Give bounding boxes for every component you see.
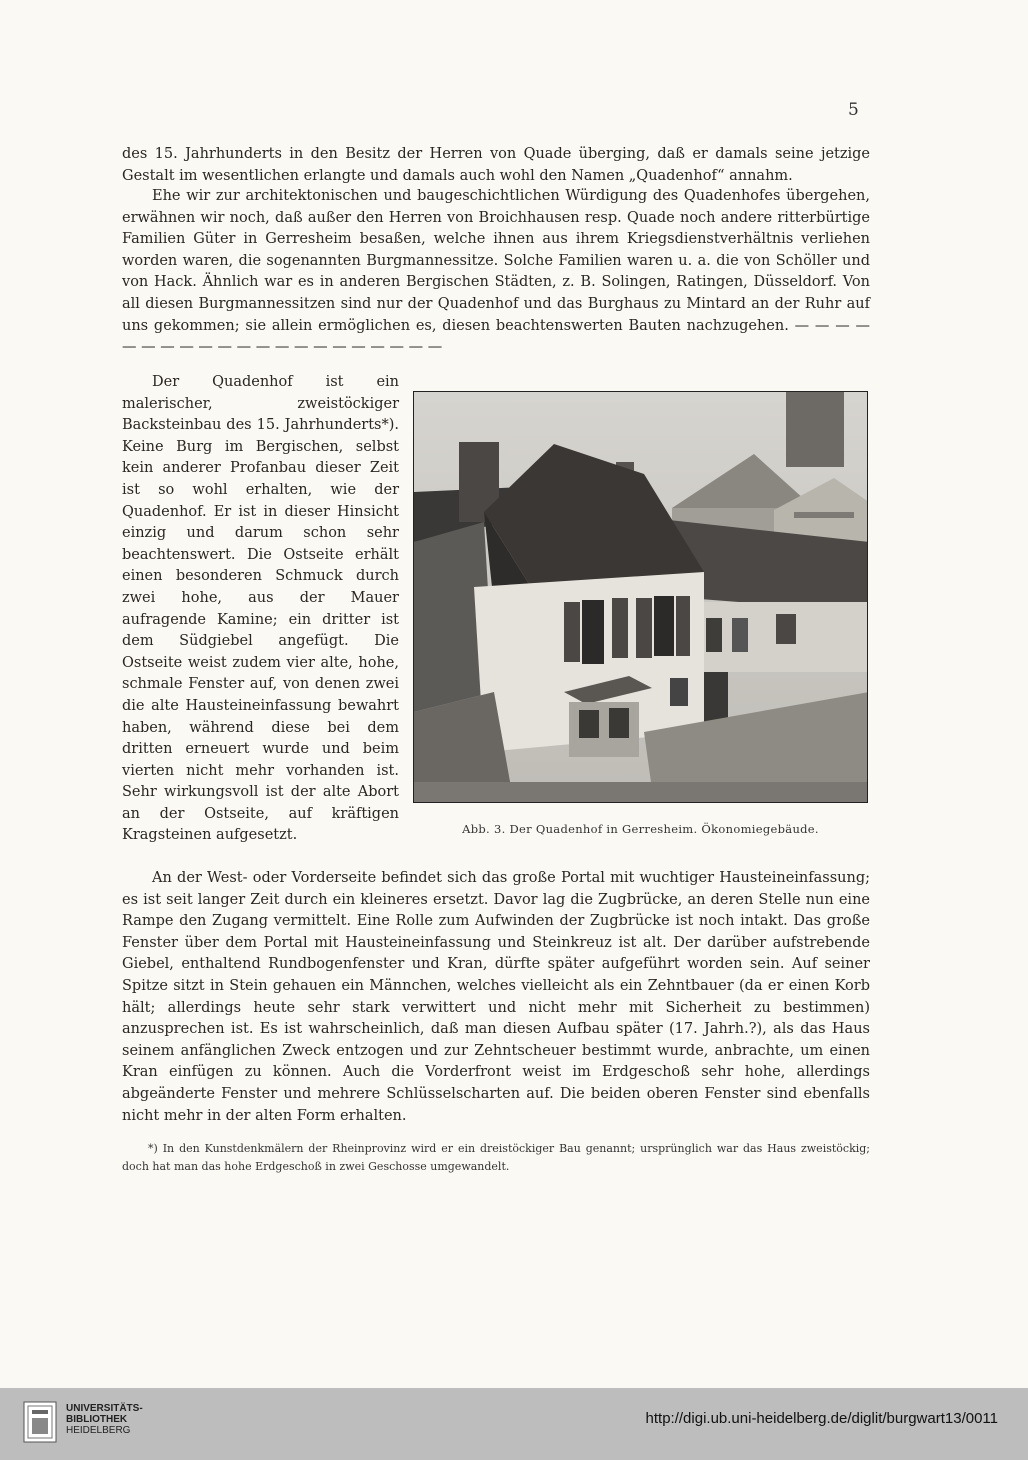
photo-illustration xyxy=(414,392,868,803)
paragraph-intro xyxy=(122,144,870,187)
paragraph-text: des 15. Jahrhunderts in den Besitz der Herren von Quade überging, daß er damals seine jetzige Gestalt im wesentlichen erlangte und damals auch wohl den Namen „Quadenhof“ annahm. xyxy=(122,146,870,184)
paragraph-quadenhof-description xyxy=(122,372,399,847)
library-logo-icon xyxy=(22,1400,58,1444)
paragraph-text: Ehe wir zur architektonischen und baugeschichtlichen Würdigung des Quadenhofes übergehen, erwähnen wir noch, daß außer den Herren von Broichhausen resp. Quade noch andere ritterbürtige Familien Güter in Gerresheim besaßen, welche ihnen aus ihrem Kriegsdienstverhältnis verliehen worden waren, die sogenannten Burgmannessitze. Solche Familien waren u. a. die von Schöller und von Hack. Ähnlich war es in anderen Bergischen Städten, z. B. Solingen, Ratingen, Düsseldorf. Von all diesen Burgmannessitzen sind nur der Quadenhof und das Burghaus zu Mintard an der Ruhr auf uns gekommen; sie allein ermöglichen es, diesen beachtenswerten Bauten nachzugehen. — — — — — — — — — — — — — — — — — — — — — xyxy=(122,188,870,356)
page-number: 5 xyxy=(848,100,859,120)
paragraph-text: Der Quadenhof ist ein malerischer, zweistöckiger Backsteinbau des 15. Jahrhunderts*). Keine Burg im Bergischen, selbst kein anderer Profanbau dieser Zeit ist so wohl erhalten, wie der Quadenhof. Er ist in dieser Hinsicht einzig und darum schon sehr beachtenswert. Die Ostseite erhält einen besonderen Schmuck durch zwei hohe, aus der Mauer aufragende Kamine; ein dritter ist dem Südgiebel angefügt. Die Ostseite weist zudem vier alte, hohe, schmale Fenster auf, von denen zwei die alte Hausteineinfassung bewahrt haben, während diese bei dem dritten erneuert wurde und beim vierten nicht mehr vorhanden ist. Sehr wirkungsvoll ist der alte Abort an der Ostseite, auf kräftigen Kragsteinen aufgesetzt. xyxy=(122,374,399,844)
paragraph-burgmannessitze xyxy=(122,186,870,359)
paragraph-west-side xyxy=(122,868,870,1127)
quadenhof-photograph xyxy=(413,391,868,803)
paragraph-text: An der West- oder Vorderseite befindet sich das große Portal mit wuchtiger Hausteineinfassung; es ist seit langer Zeit durch ein kleineres ersetzt. Davor lag die Zugbrücke, an deren Stelle nun eine Rampe den Zugang vermittelt. Eine Rolle zum Aufwinden der Zugbrücke ist noch intakt. Das große Fenster über dem Portal mit Hausteineinfassung und Steinkreuz ist alt. Der darüber aufstrebende Giebel, enthaltend Rundbogenfenster und Kran, dürfte später aufgeführt worden sein. Auf seiner Spitze sitzt in Stein gehauen ein Männchen, welches vielleicht als ein Zehntbauer (da er einen Korb hält; allerdings heute sehr stark verwittert und nicht mehr mit Sicherheit zu bestimmen) anzusprechen ist. Es ist wahrscheinlich, daß man diesen Aufbau später (17. Jahrh.?), als das Haus seinem anfänglichen Zweck entzogen und zur Zehntscheuer bestimmt wurde, anbrachte, um einen Kran einfügen zu können. Auch die Vorderfront weist im Erdgeschoß sehr hohe, allerdings abgeänderte Fenster und mehrere Schlüsselscharten auf. Die beiden oberen Fenster sind ebenfalls nicht mehr in der alten Form erhalten. xyxy=(122,870,870,1124)
library-name-line: HEIDELBERG xyxy=(66,1425,131,1436)
footnote xyxy=(122,1140,870,1176)
library-name-line: BIBLIOTHEK xyxy=(66,1414,128,1425)
library-name xyxy=(66,1403,143,1436)
digital-library-url[interactable]: http://digi.ub.uni-heidelberg.de/diglit/burgwart13/0011 xyxy=(645,1410,998,1427)
figure-caption: Abb. 3. Der Quadenhof in Gerresheim. Ökonomiegebäude. xyxy=(462,822,819,836)
library-name-line: UNIVERSITÄTS- xyxy=(66,1403,143,1414)
footer-bar xyxy=(0,1388,1028,1460)
footnote-text: *) In den Kunstdenkmälern der Rheinprovinz wird er ein dreistöckiger Bau genannt; ursprünglich war das Haus zweistöckig; doch hat man das hohe Erdgeschoß in zwei Geschosse umgewandelt. xyxy=(122,1142,870,1173)
